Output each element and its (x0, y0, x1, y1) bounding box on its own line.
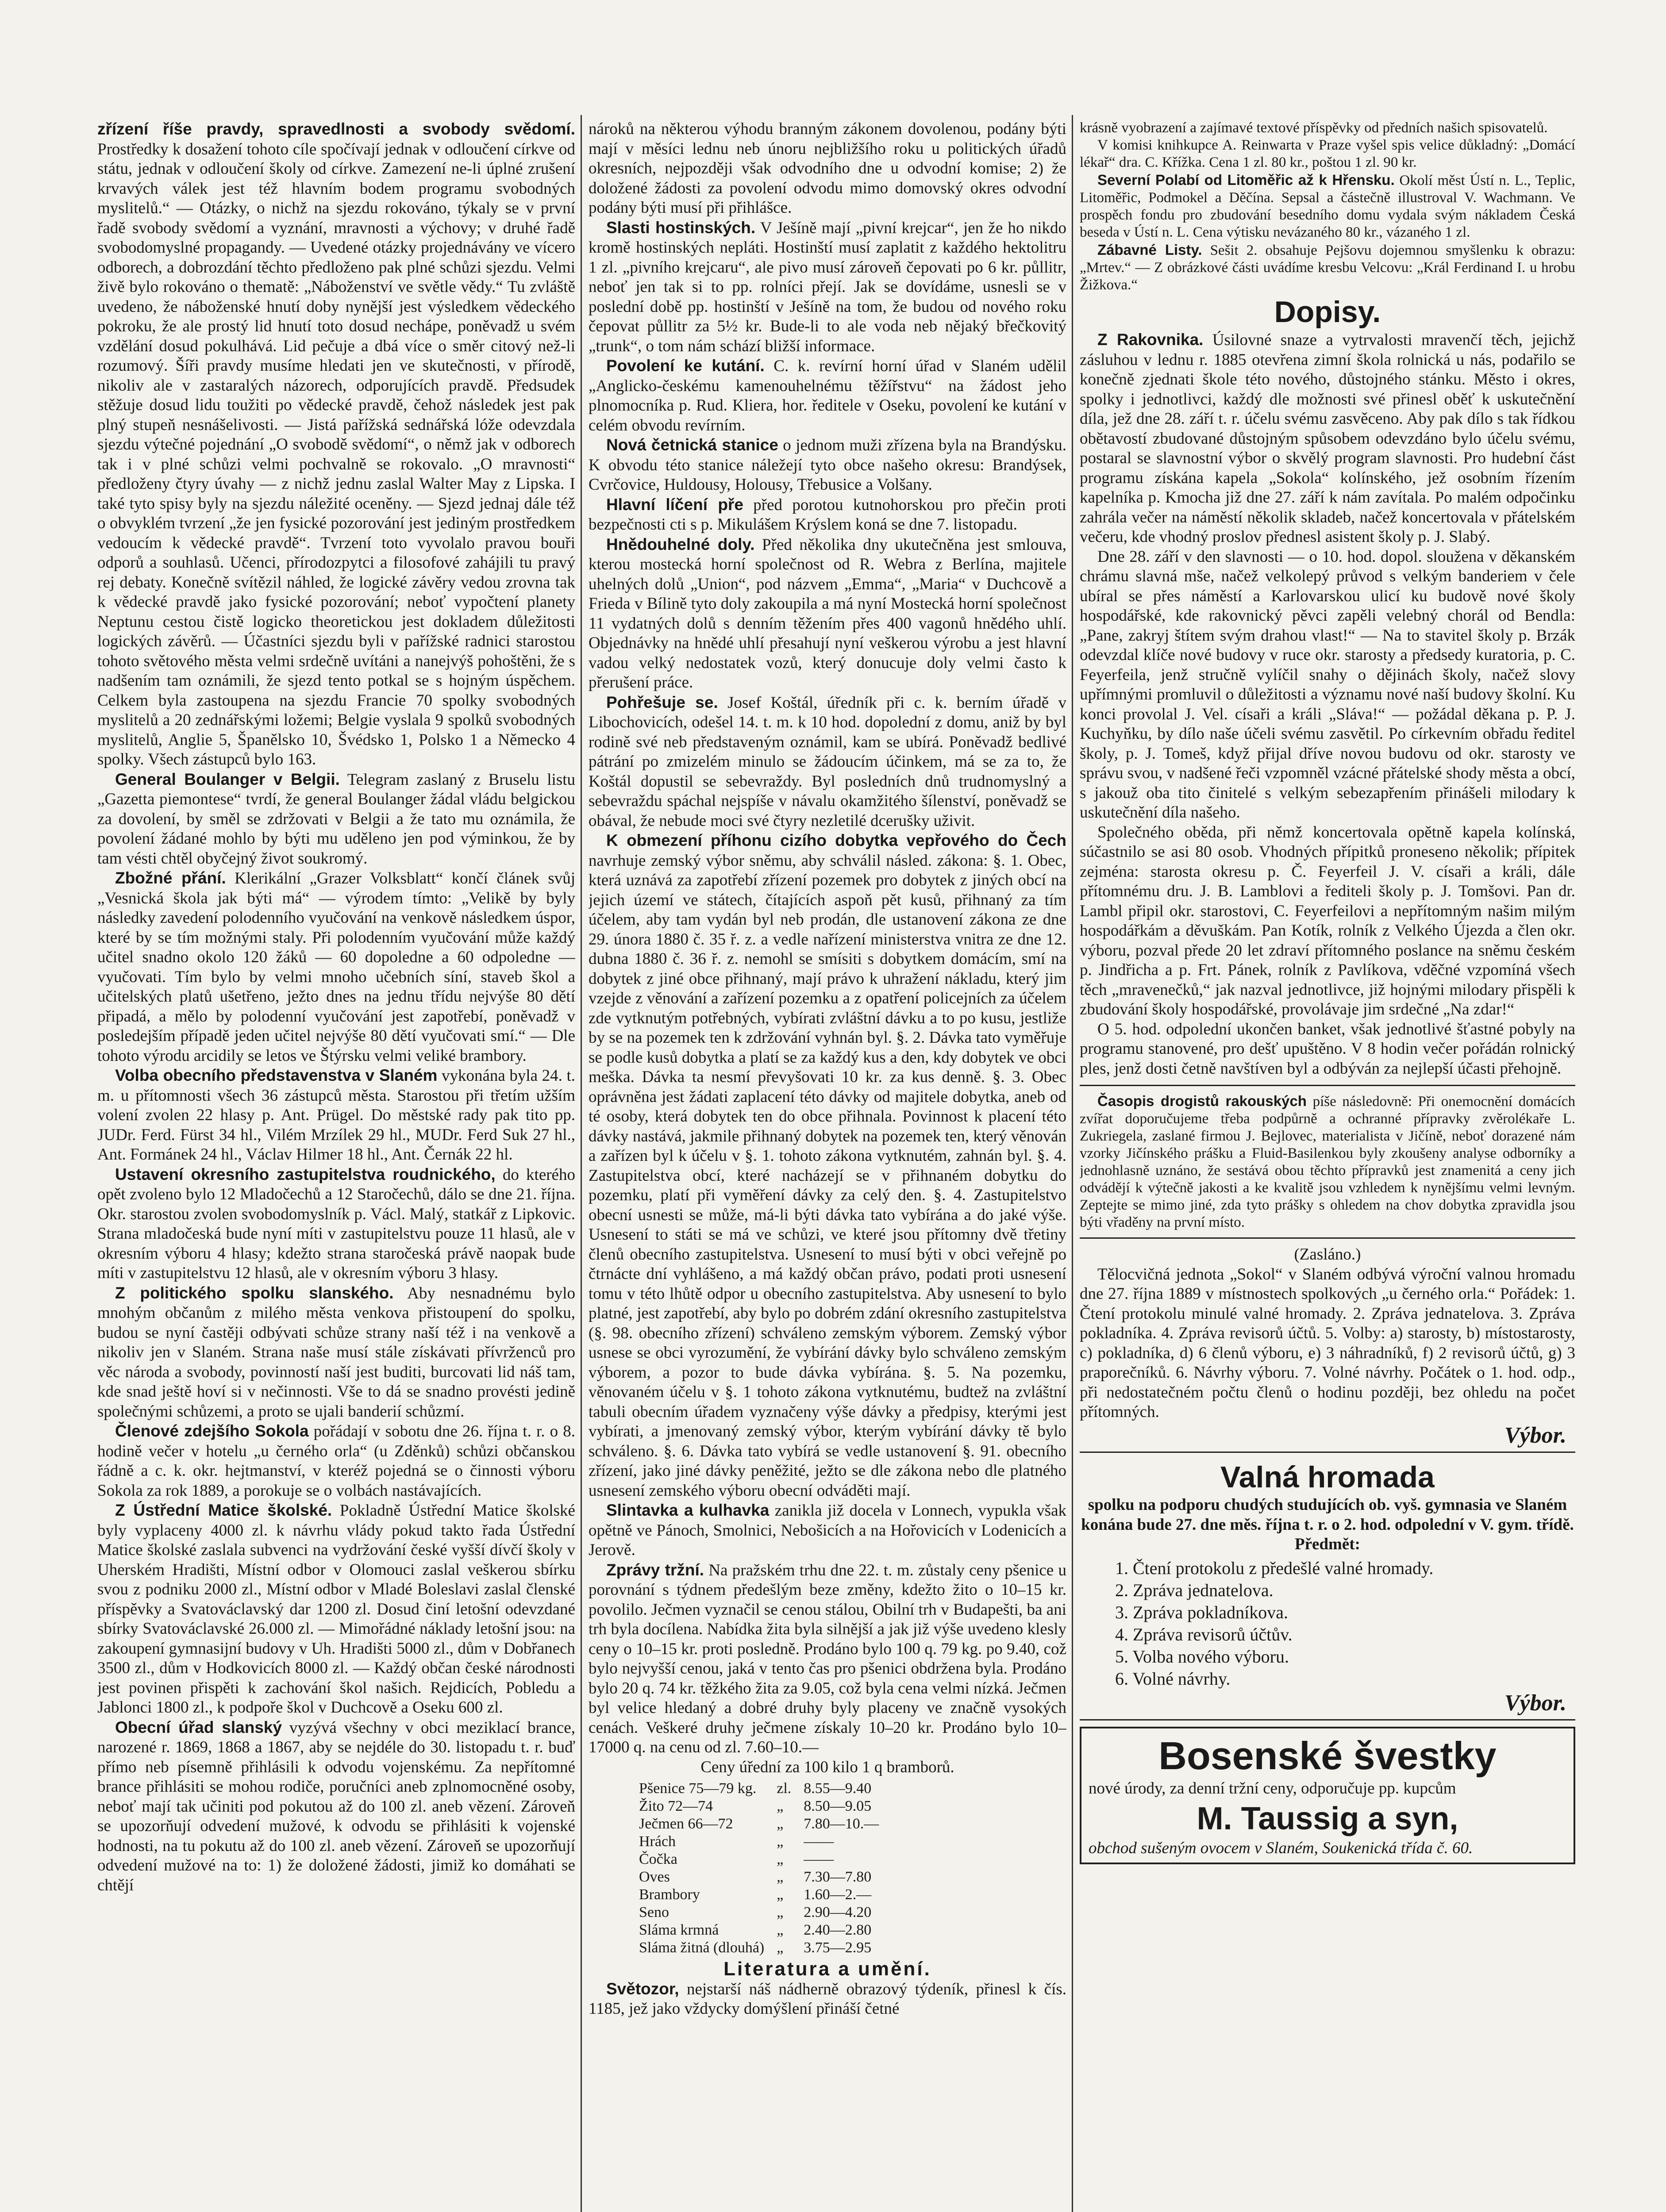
article-headline: Zprávy tržní. (606, 1560, 704, 1579)
ad-line: obchod sušeným ovocem v Slaném, Soukenická třída č. 60. (1089, 1839, 1473, 1857)
price-cell: 7.80—10.— (804, 1816, 879, 1832)
divider (1080, 1452, 1575, 1453)
article-paragraph (1080, 137, 1575, 171)
price-cell: „ (777, 1904, 784, 1920)
column-rule (1072, 115, 1073, 2212)
price-cell: „ (777, 1869, 784, 1885)
price-row (633, 1797, 885, 1815)
price-cell: „ (777, 1922, 784, 1938)
article-paragraph (97, 868, 575, 1066)
article-paragraph (1080, 330, 1575, 547)
divider (1080, 1237, 1575, 1239)
divider (1080, 1085, 1575, 1086)
article-paragraph (1080, 1245, 1575, 1265)
article-paragraph (1080, 823, 1575, 1020)
agenda-list (1115, 1557, 1575, 1690)
article-headline: Z politického spolku slanského. (115, 1283, 394, 1302)
ad-headline: Bosenské švestky (1158, 1734, 1497, 1778)
column-right (1080, 119, 1575, 2212)
article-text: zanikla již docela v Lonnech, vypukla však opětně ve Pánoch, Smolnici, Nebošicích a na Hořovicích v Lodenicích a Jerově. (589, 1502, 1066, 1559)
article-headline: Hnědouhelné doly. (606, 535, 755, 553)
agenda-item: 6. Volné návrhy. (1115, 1668, 1231, 1689)
article-paragraph (1080, 119, 1575, 137)
article-text: O 5. hod. odpolední ukončen banket, však jednotlivé šťastné pobyly na programu stanovené, pro dešť upuštěno. V 8 hodin večer pořádán rolnický ples, jenž dosti četně navštíven byl a odbýván za nejlepší účasti přehojně. (1080, 1020, 1575, 1078)
article-paragraph (97, 1066, 575, 1165)
article-text: Aby nesnadnému bylo mnohým občanům z milého města venkova přistoupení do spolku, budou se nyní častěji odbývati schůze strany naší též i na venkově a nikoliv jen v Slaném. Strana naše musí stále získávati přívrženců pro věc národa a svobody, povinností naší jest buditi, burcovati lid náš tam, kde snad ještě hoví si v nečinnosti. Vše to dá se snadno provésti jedině společnými schůzemi, a proto se ujali banderií schůzmí. (97, 1284, 575, 1421)
article-text: V Ješíně mají „pivní krejcar“, jen že ho nikdo kromě hostinských nepláti. Hostinští musí zaplatit z každého hektolitru 1 zl. „pivního krejcaru“, ale pivo musí zároveň čepovati po 6 kr. půllitr, neboť jen tak si to pp. rolníci přejí. Jak se dovídáme, usnesli se v poslední době pp. hostinští v Ješíně na tom, že budou od nového roku čepovat půllitr za 5½ kr. Bude-li to ale voda neb nějaký břečkovitý „trunk“, o tom nám schází bližší informace. (589, 219, 1066, 355)
article-headline: Pohřešuje se. (606, 693, 718, 711)
article-text: Dne 28. září v den slavnosti — o 10. hod. dopol. sloužena v děkanském chrámu slavná mše, načež velkolepý průvod s velkým banderiem v čele ubíral se přes náměstí a Karlovarskou ulicí ku budově nové školy hospodářské, kde rakovnický pěvci zapěli velebný chorál od Bendla: „Pane, zakryj štítem svým drahou vlast!“ — Na to stavitel školy p. Brzák odevzdal klíče nové budovy v ruce okr. starosty a předsedy kuratoria, p. C. Feyerfeila, jenž stručně vylíčil snahy o dějinách školy, načež slovy upřímnými promluvil o důležitosti a významu nové naší budovy školní. Ku konci provolal J. Vel. císaři a králi „Sláva!“ — požádal děkana p. P. J. Kuchyňku, by dílo naše účeli svému zasvětil. Po církevním obřadu ředitel školy, p. J. Tomeš, když přijal dříve novou budovu od okr. starosty ve správu svou, v nadšené řeči vzpomněl vzácné přátelské shody města a obcí, s jakouž oba tito činitelé s velkým sebezapřením přinášeli milodary k uskutečnění díla našeho. (1080, 547, 1575, 822)
price-cell: „ (777, 1851, 784, 1867)
article-paragraph (1080, 1495, 1575, 1535)
article-text: Telegram zaslaný z Bruselu listu „Gazetta piemontese“ tvrdí, že general Boulanger žádal vládu belgickou za dovolení, by směl se zdržovati v Belgii a že tato mu oznámila, že povolení žádané mohlo by býti mu uděleno jen pod výminkou, že by tam vésti chtěl obyčejný život soukromý. (97, 770, 575, 868)
section-title: Literatura a umění. (723, 1958, 931, 1980)
article-text: C. k. revírní horní úřad v Slaném udělil „Anglicko-českému kamenouhelnému těžířstvu“ na žádost jeho plnomocníka p. Rud. Kliera, hor. ředitele v Oseku, povolení ke kutání v celém obvodu revírním. (589, 357, 1066, 434)
article-headline: Hlavní líčení pře (606, 495, 743, 514)
price-row (633, 1886, 885, 1904)
article-headline: zřízení říše pravdy, spravedlnosti a svobody svědomí. (97, 120, 575, 138)
article-paragraph (1080, 1265, 1575, 1422)
price-cell: Seno (639, 1904, 669, 1920)
price-row (633, 1921, 885, 1939)
price-cell: —— (804, 1833, 834, 1850)
article-headline: Severní Polabí od Litoměřic až k Hřensku. (1097, 172, 1395, 188)
price-cell: „ (777, 1833, 784, 1850)
article-paragraph (589, 1560, 1066, 1758)
price-cell: Pšenice 75—79 kg. (639, 1780, 757, 1797)
article-headline: Zbožné přání. (115, 869, 226, 887)
article-paragraph (97, 119, 575, 770)
column-left (97, 119, 575, 2212)
price-cell: „ (777, 1886, 784, 1903)
divider (1080, 1719, 1575, 1720)
article-paragraph (589, 535, 1066, 693)
article-text: Před několika dny ukutečněna jest smlouva, kterou mostecká horní společnost od R. Webra z Berlína, majitele uhelných dolů „Union“, pod názvem „Emma“, „Maria“ v Duchcově a Frieda v Bílině tyto doly zakoupila a má nyní Mostecká horní společnost 11 vydatných dolů s denním těžením přes 400 vagonů hnědého uhlí. Objednávky na hnědé uhlí přesahují nyní veškerou výrobu a jest hlavní vadou velký nedostatek vozů, který donucuje doly velmi často k přerušení práce. (589, 535, 1066, 691)
column-middle (589, 119, 1066, 2212)
article-text: nároků na některou výhodu branným zákonem dovolenou, podány býti mají v měsíci lednu neb únoru nejbližšího roku u politických úřadů okresních, nejpozději však odvodního dne u odvodní komise; 2) že doložené žádosti za povolení odvodu mimo domovský okres odvodní podány býti musí při přihlášce. (589, 120, 1066, 217)
article-text: do kterého opět zvoleno bylo 12 Mladočechů a 12 Staročechů, dálo se dne 21. října. Okr. starostou zvolen svobodomyslník p. Václ. Malý, statkář z Lipkovic. Strana mladočeská bude nyní míti v zastupitelstvu pouze 11 hlasů, ale v okresním výboru 4 hlasy; kdežto strana staročeská právě naopak bude míti v zastupitelstvu 12 hlasů, ale v okresním výboru 3 hlasy. (97, 1165, 575, 1282)
price-row (633, 1780, 885, 1797)
price-cell: Sláma krmná (639, 1922, 719, 1938)
article-paragraph (589, 119, 1066, 218)
article-text: Předmět: (1295, 1535, 1360, 1553)
price-cell: 8.50—9.05 (804, 1798, 872, 1814)
article-paragraph (1080, 171, 1575, 241)
article-paragraph (589, 831, 1066, 1501)
notice-title: Valná hromada (1220, 1460, 1435, 1494)
agenda-item: 2. Zpráva jednatelova. (1115, 1580, 1274, 1600)
article-headline: Obecní úřad slanský (115, 1718, 282, 1736)
article-text: Sešit 2. obsahuje Pejšovu dojemnou smyšlenku k obrazu: „Mrtev.“ — Z obrázkové části uvádíme kresbu Velcovu: „Král Ferdinand I. u hrobu Žižkova.“ (1080, 242, 1575, 293)
agenda-item: 3. Zpráva pokladníkova. (1115, 1602, 1288, 1622)
article-text: Úsilovné snaze a vytrvalosti mravenčí těch, jejichž zásluhou v lednu r. 1885 otevřena zimní škola rolnická u nás, podařilo se konečně zjednati škole této nového, důstojného stánku. Město i okres, spolky i jednotlivci, každý dle možnosti své přinesl oběť k uskutečnění díla, jež dne 28. září t. r. účelu svému zasvěceno. Aby pak dílo s tak řídkou obětavostí zbudované důstojným spůsobem odevzdáno bylo účelu svému, postaral se slavnostní výbor o skvělý program slavnosti. Pro hudební část programu získána kapela „Sokola“ kolínského, jež osobním řízením kapelníka p. Kmocha již dne 27. září k nám zavítala. Po malém odpočinku zahrála večer na náměstí několik skladeb, načež koncertovala v přátelském večeru, kde vhodný proslov přednesl asistent školy p. J. Slabý. (1080, 331, 1575, 546)
article-text: vyzývá všechny v obci meziklací brance, narozené r. 1869, 1868 a 1867, aby se nejdéle do 30. listopadu t. r. buď přímo neb písemně přihlásili k odvodu vojenskému. Za nepřítomné brance přihlásiti se mohou rodiče, poručníci aneb zplnomocněné osoby, neboť mají tak učiniti pod pokutou až do 100 zl. aneb vězení. Zároveň se upozorňují odvedení mužové, k odvodu se přihlásiti k vojenské hodnosti, na tu pokutu až do 100 zl. aneb vězení. Zároveň se upozorňují odvedení mužové na to: 1) že doložené žádosti, jimiž ko domáhati se chtějí (97, 1718, 575, 1894)
article-paragraph (97, 1283, 575, 1422)
article-headline: Z Ústřední Matice školské. (115, 1501, 332, 1519)
price-cell: 3.75—2.95 (804, 1939, 872, 1956)
article-paragraph (589, 356, 1066, 435)
price-cell: „ (777, 1798, 784, 1814)
article-headline: Nová četnická stanice (606, 436, 778, 454)
price-cell: Sláma žitná (dlouhá) (639, 1939, 765, 1956)
article-paragraph (589, 1979, 1066, 2019)
agenda-item: 1. Čtení protokolu z předešlé valné hromady. (1115, 1558, 1434, 1578)
price-row (633, 1939, 885, 1957)
article-text: před porotou kutnohorskou pro přečin proti bezpečnosti cti s p. Mikulášem Krýslem koná se dne 7. listopadu. (589, 495, 1066, 534)
article-text: krásně vyobrazení a zajímavé textové příspěvky od předních našich spisovatelů. (1080, 120, 1548, 136)
article-text: Společného oběda, při němž koncertovala opětně kapela kolínská, súčastnilo se asi 80 osob. Vhodných přípitků proneseno několik; přípitek zejména: starosta okresu p. Č. Feyerfeil J. V. císaři a králi, dále přítomnému dru. J. B. Lamblovi a řediteli školy p. J. Tomšovi. Pan dr. Lambl připil okr. starostovi, C. Feyerfeilovi a nepřítomným našim milým hospodářkám a děvuškám. Pan Kotík, rolník z Velkého Újezda a člen okr. výboru, pozval přede 20 let zdraví přítomného poslance na sněmu českém p. Jindřicha a p. Frt. Pánek, rolník z Pavlíkova, vděčné vzpomíná všech těch „mravenečků,“ jak nazval jednotlivce, již hojnými milodary přispěli k zbudování školy hospodářské, provolávaje jim srdečné „Na zdar!“ (1080, 823, 1575, 1018)
article-headline: Volba obecního představenstva v Slaném (115, 1066, 438, 1084)
article-paragraph (589, 218, 1066, 357)
price-row (633, 1815, 885, 1833)
article-text: Na pražském trhu dne 22. t. m. zůstaly ceny pšenice u porovnání s týdnem předešlým beze změny, kdežto žito o 10–15 kr. povolilo. Ječmen vyznačil se cenou stálou, Obilní trh v Budapešti, ba ani trh byla docílena. Nabídka žita byla silnější a jak již výše uvedeno klesly ceny o 10–15 kr. proti posledně. Prodáno bylo 100 q. 79 kg. po 9.40, což bylo nejvyšší cenou, jaká v tento čas pro pšenici obdržena byla. Prodáno bylo 20 q. 74 kr. těžkého žita za 9.05, což byla cena velmi nízká. Ječmen byl velice hledaný a dobré druhy byly placeny ve značně vysokých cenách. Veškeré druhy ječmene získaly 10–20 kr. Prodáno bylo 10–17000 q. na cenu od zl. 7.60–10.— (589, 1561, 1066, 1756)
article-headline: Slintavka a kulhavka (606, 1501, 770, 1519)
agenda-item: 5. Volba nového výboru. (1115, 1646, 1289, 1667)
article-paragraph (589, 693, 1066, 831)
article-paragraph (1080, 547, 1575, 823)
advertisement (1080, 1727, 1575, 1864)
article-headline: Z Rakovnika. (1097, 330, 1204, 349)
article-text: píše následovně: Při onemocnění domácích zvířat doporučujeme třeba podpůrně a ochranné přípravky zvěrolékaře L. Zukriegela, zaslané firmou J. Bejlovec, materialista v Jičíně, neboť dorazené nám vzorky Jičínského prášku a Fluid-Basilenkou byly zkoušeny analyse odborníky a jednohlasně uznáno, že sestává obou těchto přípravků jest znamenitá a ceny jich odvádějí k výtečně jakosti a ke kvalitě jsou vzhledem k nynějšímu velmi levným. Zeptejte se mimo jiné, zda tyto prášky s ohledem na chov dobytka zpravidla jsou býti vřaděny na první místo. (1080, 1094, 1575, 1230)
article-text: V komisi knihkupce A. Reinwarta v Praze vyšel spis velice důkladný: „Domácí lékař“ dra. C. Křížka. Cena 1 zl. 80 kr., poštou 1 zl. 90 kr. (1080, 137, 1575, 170)
article-text: pořádají v sobotu dne 26. října t. r. o 8. hodině večer v hotelu „u černého orla“ (u Zděnků) schůzi občanskou řádně a c. k. okr. hejtmanství, v kteréž pojedná se o činnosti výboru Sokola za rok 1889, a porokuje se o volbách nastávajících. (97, 1422, 575, 1500)
article-headline: Členové zdejšího Sokola (115, 1422, 309, 1440)
price-cell: 7.30—7.80 (804, 1869, 872, 1885)
price-cell: 1.60—2.— (804, 1886, 872, 1903)
article-text: Prostředky k dosažení tohoto cíle spočívají jednak v odloučení církve od státu, jednak v odloučení školy od církve. Zamezení ne-li úplné zrušení krvavých válek jest též hlavním bodem programu svobodných myslitelů.“ — Otázky, o nichž na sjezdu rokováno, týkaly se v první řadě svobody svědomí a vyznání, mravnosti a výchovy; v druhé řadě svobodomyslné propagandy. — Uvedené otázky projednávány ve vícero odborech, a dobrozdání těchto předloženo pak plné schůzi sjezdu. Velmi živě bylo rokováno o thematě: „Náboženství ve světle vědy.“ Tu zvláště uvedeno, že náboženské hnutí doby nynější jest výsledkem vědeckého pokroku, že ale prostý lid hnutí toto dosud nechápe, poněvadž u svém vzdělání dosud pokulhává. Lid pečuje a dbá více o směr citový než-li rozumový. Šíři pravdy musíme hledati jen ve skutečnosti, v přírodě, nikoliv ale v zastaralých názorech, odporujících pravdě. Předsudek stěžuje dosud lidu toužiti po vědecké pravdě, čehož následek jest pak plný stupeň nesnášelivosti. — Jistá pařížská sednářská lóže odevzdala sjezdu výtečné pojednání „O svobodě svědomí“, o němž jak v odborech tak i v plné schůzi velmi pochvalně se rokovalo. „O mravnosti“ předloženy čtyry úvahy — z nichž jednu zaslal Walter May z Lipska. I také tyto spisy byly na sjezdu náležité oceněny. — Sjezd jednaj dále též o obvyklém tvrzení „že jen fysické pozorování jest jediným prostředkem vedoucím k vědecké pravdě“. Tvrzení toto vyvolalo pravou bouři odporů a souhlasů. Učenci, přírodozpytci a filosofové zahájili tu pravý rej debaty. Konečně svítězil náhled, že logické závěry vedou zrovna tak k vědecké pravdě jako fysické pozorování; neboť vypočtení planety Neptunu cestou čistě logicko theoretickou jest dokladem důležitosti logických závěrů. — Účastníci sjezdu byli v pařížské radnici starostou tohoto světového města velmi srdečně uvítáni a nanejvýš pohoštěni, že s nadšením tam oznámili, že sjezd tento potkal se s hojným úspěchem. Celkem byla zastoupena na sjezdu Francie 70 spolky svobodných myslitelů a 20 zednářskými ložemi; Belgie vyslala 9 spolků svobodných myslitelů, Anglie 5, Španělsko 10, Švédsko 1, Polsko 1 a Německo 4 spolky. Všech zástupců bylo 163. (97, 140, 575, 768)
article-paragraph (1080, 241, 1575, 294)
article-paragraph (589, 1758, 1066, 1778)
column-rule (581, 115, 582, 2212)
article-paragraph (1080, 1092, 1575, 1231)
section-title: Dopisy. (1274, 295, 1381, 329)
ad-company: M. Taussig a syn, (1197, 1801, 1458, 1836)
article-text: navrhuje zemský výbor sněmu, aby schválil násled. zákona: §. 1. Obec, která uznává za zapotřebí zřízení pozemek pro dobytek z jiných obcí na jejich území ve státech, čítajících aspoň pět kusů, přihnaný za tím účelem, aby tam vydán byl neb prodán, dle ustanovení zákona ze dne 29. února 1880 č. 35 ř. z. a vedle nařízení ministerstva vnitra ze dne 12. dubna 1880 č. 36 ř. z. nemohl se smísiti s dobytkem domácím, smí na dobytek z jiné obce přihnaný, mají právo k uhražení nákladu, který jim vzejde z věnování a zařízení pozemku a z opatření policejních za účelem zde vytknutým potřebných, vybírati zvláštní dávku a to po kusu, jestliže by se na pozemek ten k zdržování vyhnán byl. §. 2. Dávka tato vyměřuje se podle kusů dobytka a platí se za každý kus a den, kdy dobytek ve obci meška. Dávka ta nesmí převyšovati 10 kr. za kus denně. §. 3. Obec oprávněna jest žádati zaplacení této dávky od majitele dobytka, aneb od té osoby, která dobytek ten do obce přihnala. Povinnost k placení této dávky nastává, jakmile přihnaný dobytek na pozemek ten, který věnován a zařízen byl k účelu v §. 1. tohoto zákona vytknutém, zahnán byl. §. 4. Zastupitelstva obcí, které nacházejí se v přihnaném dobytku do pozemku, platí při vyměření dávky za celý den. §. 4. Zastupitelstvo obecní usnesti se může, má-li býti dávka tato vybírána a do jaké výše. Usnesení to státi se má ve schůzi, ve které jsou přítomny dvě třetiny členů obecního zastupitelstva. Usnesení to musí býti v obci veřejně po čtrnácte dní vyhlášeno, a má každý občan právo, podati proti usnesení tomu v této lhůtě odpor u obecního zastupitelstva. Aby usnesení to bylo platné, jest zapotřebí, aby bylo po dobrém zdání okresního zastupitelstva (§. 98. obecního zřízení) schváleno zemským výborem. Zemský výbor usnese se obci vyrozumění, že vybírání dávky bylo schváleno zemským výborem, a pozor to bude dávka vybírána. §. 5. Na pozemku, věnovaném účelu v §. 1 tohoto zákona vytknutému, budtež na zvláštní tabuli obecním úřadem vyznačeny výše dávky a předpisy, kterými jest vybírati, a jmenovaný zemský výbor, kterým vybírání dávky tě bylo schváleno. §. 6. Dávka tato vybírá se vedle ustanovení §. 91. obecního zřízení, jako jiné dávky peněžité, ježto se dle zákona nebo dle platného usnesení zemského výboru obecní odváděti mají. (589, 851, 1066, 1500)
price-cell: Žito 72—74 (639, 1798, 713, 1814)
article-headline: Zábavné Listy. (1097, 242, 1202, 258)
signature: Výbor. (1504, 1422, 1566, 1448)
price-table (633, 1780, 885, 1957)
article-headline: Povolení ke kutání. (606, 357, 765, 375)
price-row (633, 1833, 885, 1851)
article-paragraph (589, 495, 1066, 535)
article-text: Tělocvičná jednota „Sokol“ v Slaném odbývá výroční valnou hromadu dne 27. října 1889 v místnostech spolkových „u černého orla.“ Pořádek: 1. Čtení protokolu minulé valné hromady. 2. Zpráva jednatelova. 3. Zpráva pokladníka. 4. Zpráva revisorů účtů. 5. Volby: a) starosty, b) místostarosty, c) pokladníka, d) 6 členů výboru, e) 3 náhradníků, f) 2 revisorů účtů, g) 3 praporečníků. 6. Návrhy výboru. 7. Volné návrhy. Počátek o 1. hod. odp., při nedostatečném počtu členů o hodinu později, bez ohledu na počet přítomných. (1080, 1265, 1575, 1421)
article-paragraph (97, 1421, 575, 1501)
article-headline: Světozor, (606, 1979, 679, 1998)
article-headline: General Boulanger v Belgii. (115, 770, 340, 788)
article-headline: Ustavení okresního zastupitelstva roudnického, (115, 1165, 496, 1183)
article-paragraph (97, 1501, 575, 1718)
price-cell: zl. (777, 1780, 792, 1797)
price-cell: 8.55—9.40 (804, 1780, 872, 1797)
article-text: Ceny úřední za 100 kilo 1 q bramborů. (700, 1758, 954, 1776)
price-cell: —— (804, 1851, 834, 1867)
article-headline: K obmezení příhonu cizího dobytka vepřového do Čech (606, 831, 1066, 849)
article-paragraph (589, 1501, 1066, 1560)
article-text: nejstarší náš nádherně obrazový týdeník, přinesl k čís. 1185, jež jako vždycky domýšlení přináší četné (589, 1980, 1066, 2018)
price-cell: 2.90—4.20 (804, 1904, 872, 1920)
article-headline: Slasti hostinských. (606, 218, 756, 237)
article-paragraph (589, 435, 1066, 495)
price-cell: 2.40—2.80 (804, 1922, 872, 1938)
article-text: Klerikální „Grazer Volksblatt“ končí článek svůj „Vesnická škola jak býti má“ — výrodem tímto: „Velikě by byly následky zavedení polodenního vyučování na venkově následkem úspor, které by se tím možnými staly. Při polodenním vyučování může každý učitel snadno okolo 120 žáků — 60 dopoledne a 60 odpoledne — vyučovati. Tím bylo by velmi mnoho učebních síní, staveb škol a učitelských platů ušetřeno, ježto dnes na jednu třídu nejvýše 80 dětí připadá, a mělo by polodenní vyučování jest zapotřebí, poněvadž v posledejším případě jeden učitel nejvýše 80 dětí vyučovati smí.“ — Dle tohoto výrodu arcidily se letos ve Štýrsku velmi veliké brambory. (97, 869, 575, 1065)
signature: Výbor. (1504, 1690, 1566, 1716)
price-row (633, 1868, 885, 1886)
price-cell: „ (777, 1816, 784, 1832)
article-headline: Časopis drogistů rakouských (1097, 1093, 1307, 1109)
newspaper-page (88, 119, 1584, 2212)
price-cell: Čočka (639, 1851, 677, 1867)
article-text: Josef Koštál, úředník při c. k. berním úřadě v Libochovicích, odešel 14. t. m. k 10 hod. dopolední z domu, aniž by byl rodině své neb představeným oznámil, kam se ubírá. Poněvadž bedlivé pátrání po zmizelém minulo se žádoucím účinkem, má se za to, že Koštál dopustil se sebevraždy. Byl posledních dnů trudnomyslný a sebevraždu spáchal nejspíše v návalu okamžitého šílenství, poněvadž se obával, že nebude moci své čtyry nezletilé dcerušky uživit. (589, 693, 1066, 830)
price-row (633, 1851, 885, 1868)
article-paragraph (1080, 1020, 1575, 1079)
price-row (633, 1904, 885, 1921)
article-text: Okolí měst Ústí n. L., Teplic, Litoměřic, Podmokel a Děčína. Sepsal a částečně illustroval V. Wachmann. Ve prospěch fondu pro zbudování besedního domu vydala svým nákladem Česká beseda v Ústí n. L. Cena výtisku nevázaného 80 kr., vázaného 1 zl. (1080, 173, 1575, 240)
price-cell: Brambory (639, 1886, 700, 1903)
article-text: vykonána byla 24. t. m. u přítomnosti všech 36 zástupců města. Starostou při třetím užším volení zvolen 22 hlasy p. Ant. Prügel. Do městské rady pak tito pp. JUDr. Ferd. Fürst 34 hl., Vilém Mrzílek 29 hl., MUDr. Ferd Suk 27 hl., Ant. Formánek 24 hl., Václav Hilmer 18 hl., Ant. Černák 22 hl. (97, 1067, 575, 1164)
article-paragraph (97, 770, 575, 869)
agenda-item: 4. Zpráva revisorů účtův. (1115, 1624, 1293, 1644)
article-paragraph (97, 1718, 575, 1896)
article-paragraph (1080, 1535, 1575, 1555)
price-cell: Ječmen 66—72 (639, 1816, 733, 1832)
price-cell: „ (777, 1939, 784, 1956)
article-text: o jednom muži zřízena byla na Brandýsku. K obvodu této stanice náležejí tyto obce našeho okresu: Brandýsek, Cvrčovice, Huldousy, Holousy, Třebusice a Volšany. (589, 436, 1066, 494)
price-cell: Hrách (639, 1833, 676, 1850)
ad-line: nové úrody, za denní tržní ceny, odporučuje pp. kupcům (1089, 1779, 1456, 1797)
price-cell: Oves (639, 1869, 670, 1885)
article-text: Pokladně Ústřední Matice školské byly vyplaceny 4000 zl. k návrhu vlády pokud takto řada Ústřední Matice školské zaslala subvenci na vydržování české vyšší dívčí školy v Uherském Hradišti, Místní odbor v Olomouci zaslal veškerou sbírku svou z podniku 2000 zl., Místní odbor v Mladé Boleslavi zaslal členské příspěvky a Svatováclavský dar 1200 zl. Dosud činí letošní odevzdané sbírky Svatováclavské 26.000 zl. — Mimořádné náklady letošní jsou: na zakoupení gymnasijní budovy v Uh. Hradišti 5000 zl., dům v Dobřanech 3500 zl., dům v Hodkovicích 8000 zl. — Každý občan české národnosti jest povinen přispěti k zachování škol našich. Rejdicích, Pobledu a Jablonci 1800 zl., k podpoře škol v Duchcově a Oseku 600 zl. (97, 1502, 575, 1717)
article-text: (Zasláno.) (1294, 1245, 1361, 1263)
article-text: spolku na podporu chudých studujících ob. vyš. gymnasia ve Slaném konána bude 27. dne měs. října t. r. o 2. hod. odpolední v V. gym. třídě. (1081, 1496, 1574, 1534)
article-paragraph (97, 1165, 575, 1283)
